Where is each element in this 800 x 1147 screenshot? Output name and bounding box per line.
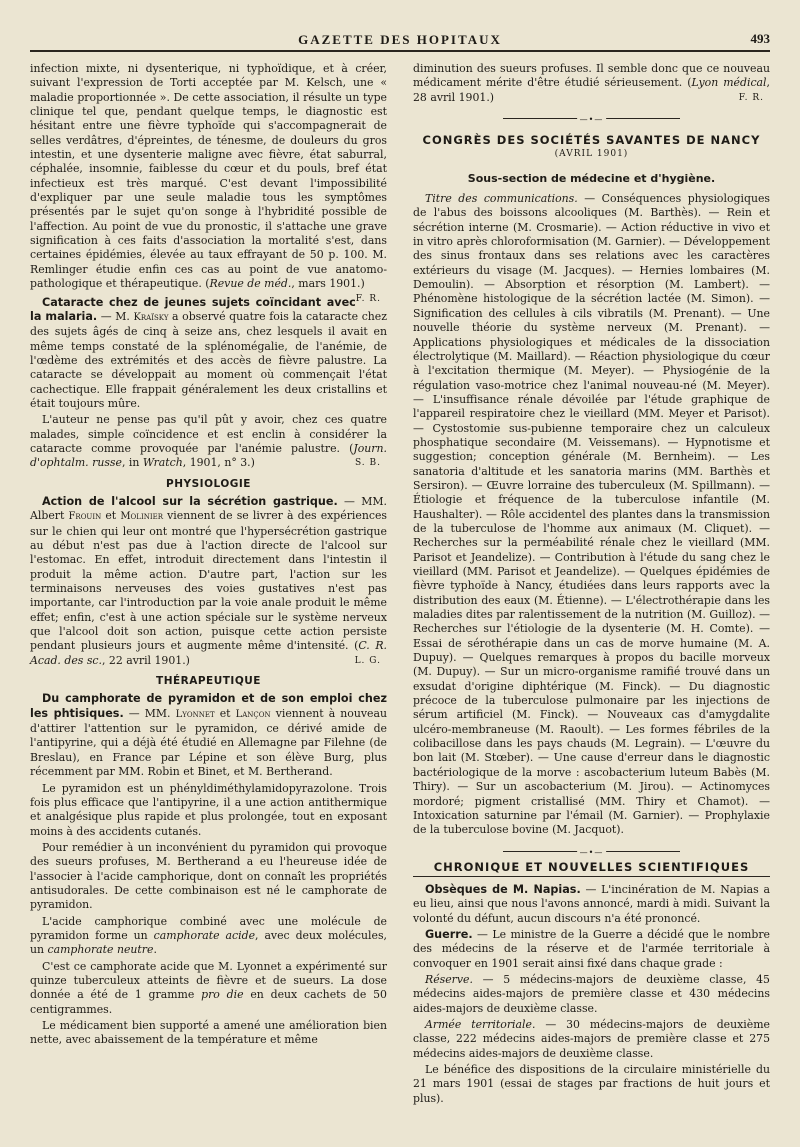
section-heading-physiologie: PHYSIOLOGIE [166, 477, 251, 490]
left-column [30, 62, 387, 1108]
article-cataracte: Cataracte chez de jeunes sujets coïncidant avec la malaria. — M. Kraïsky a observé quatre fois la cataracte chez des sujets âgés de cinq à seize ans, chez lesquels il avait en même temps constaté de la splénomégalie, de l'anémie, de l'œdème des extrémités et des accès de fièvre palustre. La cataracte se développait au moment où commençait l'état cachectique. Elle frappait généralement les deux cristallins et était toujours mûre. [30, 295, 387, 410]
author-initials: F. R. [738, 92, 764, 103]
page-number: 493 [750, 31, 770, 46]
article-paragraph: Pour remédier à un inconvénient du pyramidon qui provoque des sueurs profuses, M. Bertherand a eu l'heureuse idée de l'associer à l'acide camphorique, dont on connaît les propriétés antisudorales. De cette combinaison est né le camphorate de pyramidon. [30, 840, 387, 912]
section-divider: —•— [413, 844, 770, 858]
page-header [30, 26, 770, 52]
running-title: GAZETTE DES HOPITAUX [298, 32, 502, 47]
news-reserve: Réserve. — 5 médecins-majors de deuxième classe, 45 médecins aides-majors de première classe et 430 médecins aides-majors de deuxième classe. [413, 972, 770, 1015]
article-paragraph: Le médicament bien supporté a amené une amélioration bien nette, avec abaissement de la température et même [30, 1019, 387, 1047]
news-guerre: Guerre. — Le ministre de la Guerre a décidé que le nombre des médecins de la réserve et de l'armée territoriale à convoquer en 1901 serait ainsi fixé dans chaque grade : [413, 927, 770, 970]
article-paragraph: C'est ce camphorate acide que M. Lyonnet a expérimenté sur quinze tuberculeux atteints de fièvre et de sueurs. La dose donnée a été de 1 gramme pro die en deux cachets de 50 centigrammes. [30, 959, 387, 1016]
article-paragraph: diminution des sueurs profuses. Il semble donc que ce nouveau médicament mérite d'être étudié sérieusement. (Lyon médical, 28 avril 1901.) F. R. [413, 62, 770, 104]
article-title: Action de l'alcool sur la sécrétion gastrique. [42, 494, 338, 508]
section-heading-chronique: CHRONIQUE ET NOUVELLES SCIENTIFIQUES [413, 860, 770, 877]
news-title: Obsèques de M. Napias. [425, 882, 581, 896]
article-camphorate: Du camphorate de pyramidon et de son emploi chez les phtisiques. — MM. Lyonnet et Lançon viennent à nouveau d'attirer l'attention sur le pyramidon, ce dérivé amide de l'antipyrine, qui a déjà été étudié en Allemagne par Filehne (de Breslau), en France par Lépine et son élève Burg, plus récemment par MM. Robin et Binet, et M. Bertherand. [30, 692, 387, 779]
section-heading-therapeutique: THÉRAPEUTIQUE [156, 675, 261, 688]
news-title: Guerre. [425, 927, 473, 941]
author-initials: F. R. [355, 293, 381, 304]
author-initials: L. G. [354, 655, 381, 666]
news-benefice: Le bénéfice des dispositions de la circulaire ministérielle du 21 mars 1901 (essai de stages par fractions de huit jours et plus). [413, 1063, 770, 1105]
news-obseques: Obsèques de M. Napias. — L'incinération de M. Napias a eu lieu, ainsi que nous l'avons annoncé, mardi à midi. Suivant la volonté du défunt, aucun discours n'a été prononcé. [413, 882, 770, 925]
section-divider: —•— [413, 111, 770, 125]
article-paragraph: L'acide camphorique combiné avec une molécule de pyramidon forme un camphorate acide, avec deux molécules, un camphorate neutre. [30, 914, 387, 957]
author-initials: S. B. [354, 458, 381, 469]
communications-list: Titre des communications. — Conséquences physiologiques de l'abus des boissons alcooliques (M. Barthès). — Rein et sécrétion interne (M. Crosmarie). — Action réductive in vivo et in vitro après chloroformisation (M. Garnier). — Développement des sinus frontaux dans ses relations avec les caractères extérieurs du visage (M. Jacques). — Hernies lombaires (M. Demoulin). — Absorption et résorption (M. Lambert). — Phénomène histologique de la sécrétion lactée (M. Simon). — Signification des cellules à cils vibratils (M. Prenant). — Une nouvelle théorie du système nerveux (M. Prenant). — Applications physiologiques et médicales de la dissociation électrolytique (M. Maillard). — Réaction physiologique du cœur à l'excitation thermique (M. Meyer). — Physiogénie de la régulation vaso-motrice chez l'animal nouveau-né (M. Meyer). — L'insuffisance rénale dévoilée par l'étude graphique de l'appareil respiratoire chez le vieillard (MM. Meyer et Parisot). — Cystostomie sus-pubienne temporaire chez un calculeux phosphatique secondaire (M. Veissemans). — Hypnotisme et suggestion; conception générale (M. Bernheim). — Les sanatoria d'altitude et les sanatoria marins (MM. Barthès et Sersiron). — Œuvre lorraine des tuberculeux (M. Spillmann). — Étiologie et fréquence de la tuberculose infantile (M. Haushalter). — Rôle accidentel des plantes dans la transmission de la tuberculose de l'homme aux animaux (M. Cliquet). — Recherches sur la perméabilité rénale chez le vieillard (MM. Parisot et Jeandelize). — Contribution à l'étude du sang chez le vieillard (MM. Parisot et Jeandelize). — Quelques épidémies de fièvre typhoïde à Nancy, étudiées dans leurs rapports avec la distribution des eaux (M. Étienne). — L'électrothérapie dans les maladies dites par ralentissement de la nutrition (M. Guilloz). — Recherches sur l'étiologie de la dysenterie (M. H. Comte). — Essai de sérothérapie dans un cas de morve humaine (M. A. Dupuy). — Quelques remarques à propos du bacille morveux (M. Dupuy). — Sur un micro-organisme ramifié trouvé dans un exsudat d'origine diphtérique (M. Finck). — Du diagnostic précoce de la tuberculose pulmonaire par les injections de sérum artificiel (M. Finck). — Nouveaux cas d'amygdalite ulcéro-membraneuse (M. Raoult). — Les formes fébriles de la colibacillose dans les pays chauds (M. Legrain). — L'œuvre du bon lait (M. Stœber). — Une cause d'erreur dans le diagnostic bactériologique de la morve : ascobacterium luteum Babès (M. Thiry). — Sur un ascobacterium (M. Jirou). — Actinomyces mordoré; pigment cristallisé (MM. Thiry et Chamot). — Intoxication saturnine par l'émail (M. Garnier). — Prophylaxie de la tuberculose bovine (M. Jacquot). [413, 192, 770, 837]
news-armee: Armée territoriale. — 30 médecins-majors de deuxième classe, 222 médecins aides-majors de première classe et 275 médecins aides-majors de deuxième classe. [413, 1017, 770, 1060]
article-paragraph: L'auteur ne pense pas qu'il pût y avoir, chez ces quatre malades, simple coïncidence et est enclin à considérer la cataracte comme provoquée par l'anémie palustre. (Journ. d'ophtalm. russe, in Wratch, 1901, n° 3.) S. B. [30, 413, 387, 470]
section-heading-congres: CONGRÈS DES SOCIÉTÉS SAVANTES DE NANCY [422, 133, 761, 148]
congres-date: (AVRIL 1901) [554, 149, 629, 160]
subsection-heading: Sous-section de médecine et d'hygiène. [467, 171, 716, 185]
article-title: Du camphorate de pyramidon et de son emploi chez les phtisiques. [30, 692, 387, 720]
article-paragraph: Le pyramidon est un phényldiméthylamidopyrazolone. Trois fois plus efficace que l'antipyrine, il a une action antithermique et analgésique plus rapide et plus prolongée, tout en exposant moins à des accidents cutanés. [30, 781, 387, 838]
article-title: Cataracte chez de jeunes sujets coïncidant avec la malaria. [30, 295, 356, 323]
article-paragraph: infection mixte, ni dysenterique, ni typhoïdique, et à créer, suivant l'expression de Torti acceptée par M. Kelsch, une « maladie proportionnée ». De cette association, il résulte un type clinique tel que, pendant quelque temps, le diagnostic est hésitant entre une fièvre typhoïde qui s'accompagnerait de selles verdâtres, d'épreintes, de ténesme, de douleurs du gros intestin, et une dysenterie maligne avec fièvre, état saburral, céphalée, insomnie, faiblesse du cœur et du pouls, bref état infectieux est très marqué. C'est devant l'impossibilité d'expliquer par une seule maladie tous les symptômes présentés par le sujet qu'on songe à l'hybridité possible de l'affection. Au point de vue du pronostic, il s'attache une grave signification à ces faits d'association la mortalité s'est, dans certaines épidémies, élevée au taux effrayant de 50 p. 100. M. Remlinger étudie enfin ces cas au point de vue anatomo-pathologique et thérapeutique. (Revue de méd., mars 1901.) F. R. [30, 62, 387, 292]
article-alcool: Action de l'alcool sur la sécrétion gastrique. — MM. Albert Frouin et Molinier viennent de se livrer à des expériences sur le chien qui leur ont montré que l'hypersécrétion gastrique au début n'est pas due à l'action directe de l'alcool sur l'estomac. En effet, introduit directement dans l'intestin il produit la même action. D'autre part, l'action sur les terminaisons nerveuses des voies gustatives n'est pas importante, car l'introduction par la voie anale produit le même effet; enfin, c'est à une action spéciale sur le système nerveux que l'alcool doit son action, puisque cette action persiste pendant plusieurs jours et augmente même d'intensité. (C. R. Acad. des sc., 22 avril 1901.) L. G. [30, 494, 388, 667]
columns [30, 62, 770, 1108]
right-column [413, 62, 770, 1108]
